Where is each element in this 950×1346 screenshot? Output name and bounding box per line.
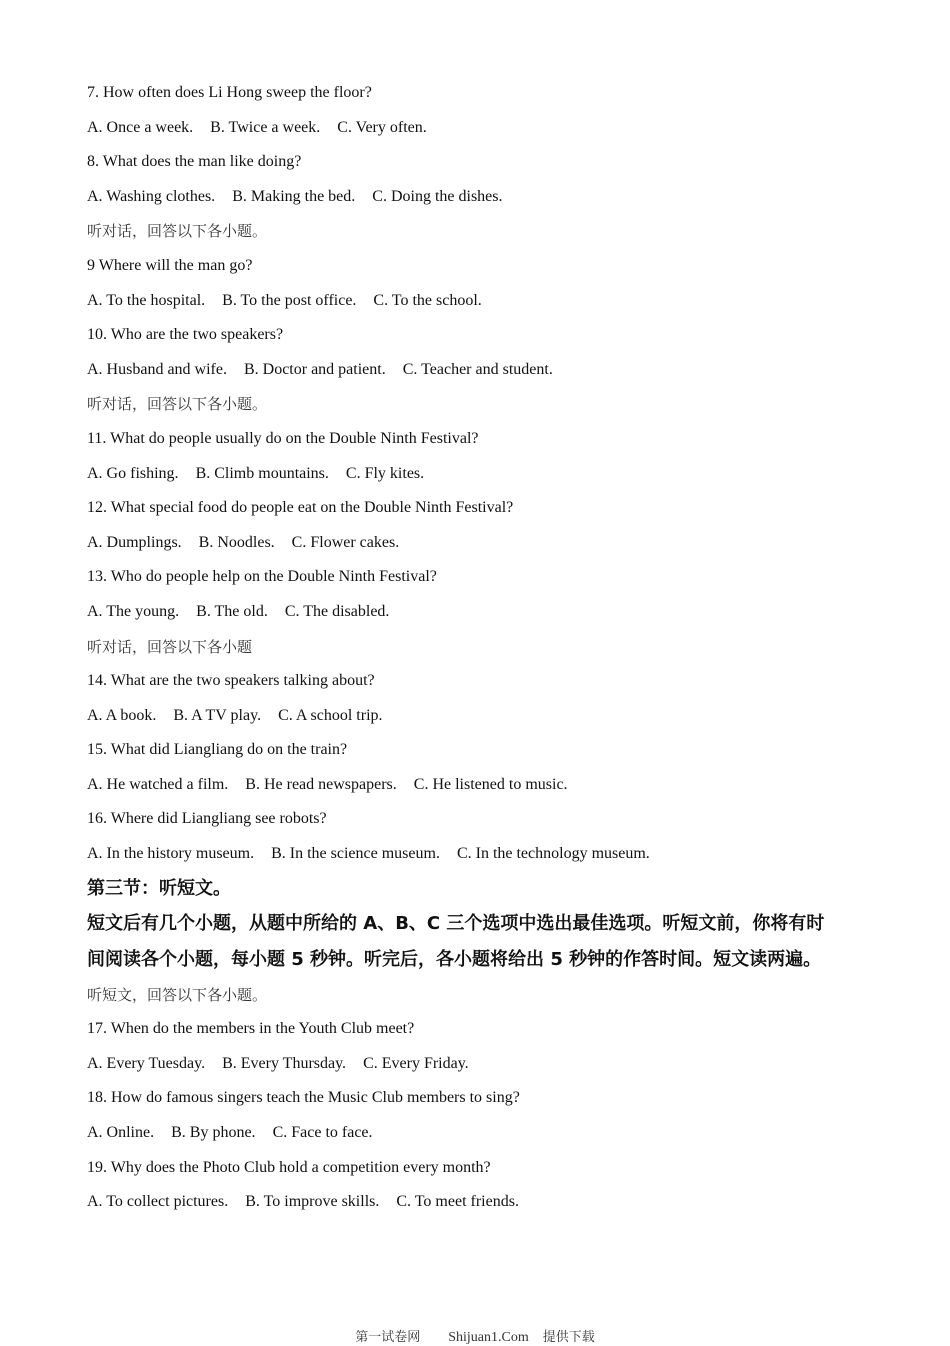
answer-option: A. Dumplings. [87,533,182,551]
footer-provide: 提供下载 [542,1330,595,1345]
answer-option: A. A book. [87,706,157,724]
section-instruction-line-1: 短文后有几个小题，从题中所给的 A、B、C 三个选项中选出最佳选项。听短文前，你将有时 [87,912,825,934]
answer-option: A. To the hospital. [87,291,206,309]
answer-option: B. Making the bed. [232,187,356,205]
answer-option: C. Fly kites. [345,464,425,482]
answer-options [87,837,877,872]
section-instruction-line-2: 间阅读各个小题，每小题 5 秒钟。听完后，各小题将给出 5 秒钟的作答时间。短文读两遍。 [87,948,822,970]
answer-option: A. The young. [87,602,180,620]
answer-options [87,1047,877,1082]
answer-option: A. Husband and wife. [87,360,227,378]
answer-options [87,111,877,146]
question-text: 17. When do the members in the Youth Club meet? [87,1020,415,1038]
answer-option: C. The disabled. [284,602,390,620]
answer-option: C. Doing the dishes. [372,187,503,205]
answer-options [87,353,877,388]
question-text: 12. What special food do people eat on the Double Ninth Festival? [87,499,514,517]
question-text: 16. Where did Liangliang see robots? [87,810,327,828]
question-text: 19. Why does the Photo Club hold a competition every month? [87,1158,491,1176]
footer-site-en: Shijuan1.Com [448,1330,529,1345]
answer-option: B. By phone. [171,1124,256,1142]
answer-option: A. Go fishing. [87,464,179,482]
answer-option: A. Online. [87,1124,155,1142]
answer-option: A. In the history museum. [87,845,255,863]
question-text: 11. What do people usually do on the Double Ninth Festival? [87,429,479,447]
answer-options [87,1185,877,1220]
question-text: 14. What are the two speakers talking about? [87,672,375,690]
question-text: 18. How do famous singers teach the Music Club members to sing? [87,1089,520,1107]
exam-content [87,76,877,1220]
answer-option: A. Washing clothes. [87,187,216,205]
listening-questions-7-16 [87,76,877,872]
answer-option: C. Teacher and student. [402,360,553,378]
answer-option: A. Once a week. [87,118,194,136]
answer-option: C. To the school. [373,291,482,309]
question-text: 8. What does the man like doing? [87,153,302,171]
answer-option: C. In the technology museum. [456,845,650,863]
listening-instruction: 听对话，回答以下各小题 [87,637,253,656]
answer-options [87,457,877,492]
answer-options [87,284,877,319]
answer-option: C. Face to face. [272,1124,373,1142]
answer-option: C. To meet friends. [396,1193,519,1211]
page-footer [0,1326,950,1346]
answer-option: C. Very often. [337,118,427,136]
answer-option: B. Climb mountains. [195,464,329,482]
question-text: 15. What did Liangliang do on the train? [87,741,348,759]
question-text: 10. Who are the two speakers? [87,326,284,344]
answer-option: C. He listened to music. [413,775,568,793]
answer-options [87,1116,877,1151]
answer-option: A. Every Tuesday. [87,1054,206,1072]
answer-option: B. He read newspapers. [245,775,397,793]
answer-options [87,768,877,803]
answer-options [87,699,877,734]
answer-option: B. Doctor and patient. [243,360,386,378]
listening-questions-17-19 [87,978,877,1220]
answer-option: B. Every Thursday. [222,1054,347,1072]
answer-options [87,180,877,215]
answer-option: B. To the post office. [222,291,357,309]
section-heading: 第三节：听短文。 [87,877,231,899]
question-text: 13. Who do people help on the Double Ninth Festival? [87,568,437,586]
listening-instruction: 听对话，回答以下各小题。 [87,222,268,241]
answer-option: C. Flower cakes. [291,533,400,551]
question-text: 7. How often does Li Hong sweep the floor? [87,84,372,101]
answer-option: C. A school trip. [278,706,383,724]
answer-option: A. To collect pictures. [87,1193,229,1211]
answer-option: A. He watched a film. [87,775,229,793]
listening-instruction: 听对话，回答以下各小题。 [87,395,268,414]
answer-option: B. Twice a week. [210,118,321,136]
answer-options [87,595,877,630]
answer-option: B. The old. [196,602,268,620]
footer-site-cn: 第一试卷网 [355,1330,421,1345]
question-text: 9 Where will the man go? [87,256,253,274]
listening-instruction: 听短文，回答以下各小题。 [87,985,268,1004]
answer-option: B. In the science museum. [271,845,440,863]
answer-options [87,526,877,561]
answer-option: B. Noodles. [198,533,275,551]
answer-option: C. Every Friday. [363,1054,469,1072]
answer-option: B. To improve skills. [245,1193,380,1211]
answer-option: B. A TV play. [173,706,262,724]
